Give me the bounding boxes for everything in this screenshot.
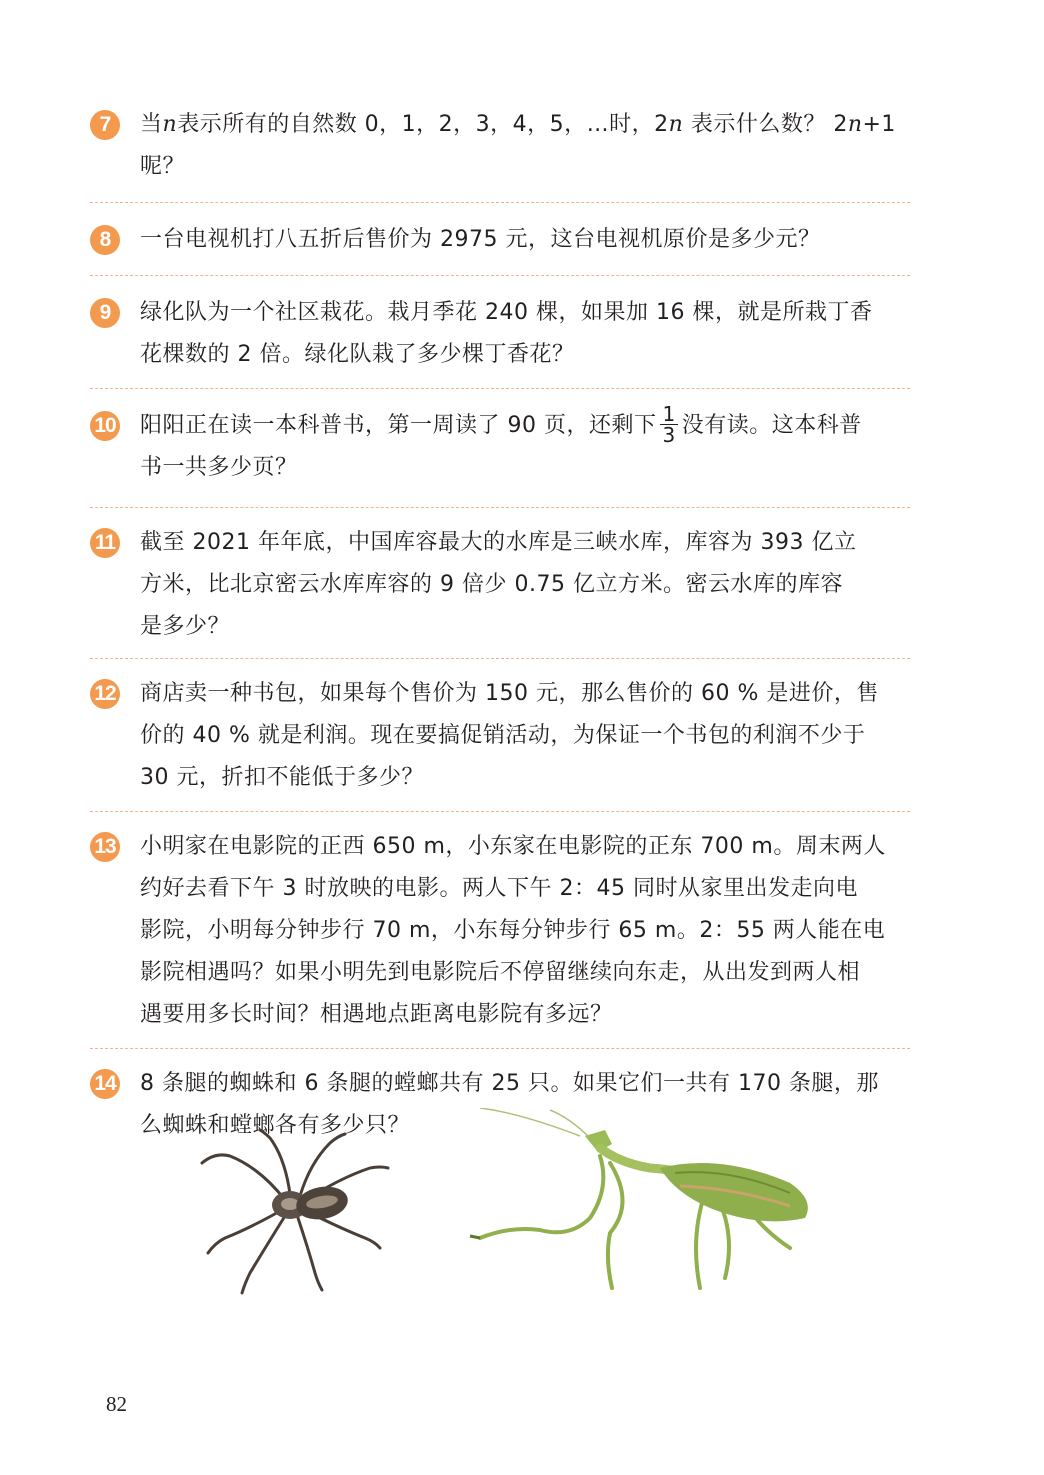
dashed-divider (90, 275, 910, 276)
fraction: $\frac{1}{3}$ (662, 401, 676, 447)
problem-text-line: 影院相遇吗？如果小明先到电影院后不停留继续向东走，从出发到两人相 (140, 960, 861, 985)
dashed-divider (90, 1048, 910, 1049)
problem-number-badge: 8 (90, 225, 120, 255)
problem-text-line: 是多少？ (140, 614, 231, 639)
problem-11 (90, 522, 910, 648)
problem-12 (90, 673, 910, 799)
problem-text-line: 商店卖一种书包，如果每个售价为 150 元，那么售价的 60 % 是进价，售 (140, 681, 879, 706)
problem-7 (90, 104, 910, 188)
spider-icon (202, 1130, 388, 1293)
problem-text-line: 方米，比北京密云水库库容的 9 倍少 0.75 亿立方米。密云水库的库容 (140, 572, 843, 597)
problem-text-line: 小明家在电影院的正西 650 m，小东家在电影院的正东 700 m。周末两人 (140, 834, 886, 859)
problem-8 (90, 219, 910, 261)
insects-illustration (190, 1108, 930, 1308)
problem-9 (90, 292, 910, 376)
problem-text-line: 8 条腿的蜘蛛和 6 条腿的螳螂共有 25 只。如果它们一共有 170 条腿，那 (140, 1071, 879, 1096)
dashed-divider (90, 388, 910, 389)
page-number: 82 (106, 1392, 127, 1416)
problem-text-line: 书一共多少页？ (140, 455, 298, 480)
problem-number-badge: 9 (90, 298, 120, 328)
problem-text: 当n表示所有的自然数 0，1，2，3，4，5，…时，2n 表示什么数？ 2n+1 呢？ (140, 112, 896, 179)
problem-number-badge: 10 (90, 411, 120, 441)
problem-text-line: 绿化队为一个社区栽花。栽月季花 240 棵，如果加 16 棵，就是所栽丁香 (140, 300, 873, 325)
problem-text-line: 影院，小明每分钟步行 70 m，小东每分钟步行 65 m。2：55 两人能在电 (140, 918, 886, 943)
problem-number-badge: 13 (90, 832, 120, 862)
dashed-divider (90, 658, 910, 659)
problem-text-line: 价的 40 % 就是利润。现在要搞促销活动，为保证一个书包的利润不少于 (140, 723, 866, 748)
dashed-divider (90, 811, 910, 812)
problem-list (90, 104, 910, 1147)
dashed-divider (90, 507, 910, 508)
problem-13 (90, 826, 910, 1036)
problem-text-line: 30 元，折扣不能低于多少？ (140, 765, 424, 790)
problem-10 (90, 401, 910, 489)
illustration-area (190, 1108, 930, 1308)
dashed-divider (90, 202, 910, 203)
problem-number-badge: 7 (90, 110, 120, 140)
problem-text-line: 遇要用多长时间？相遇地点距离电影院有多远？ (140, 1002, 613, 1027)
problem-text-line: 截至 2021 年年底，中国库容最大的水库是三峡水库，库容为 393 亿立 (140, 530, 857, 555)
mantis-icon (470, 1108, 808, 1288)
problem-text-line: 花棵数的 2 倍。绿化队栽了多少棵丁香花？ (140, 342, 575, 367)
problem-text-line: 阳阳正在读一本科普书，第一周读了 90 页，还剩下 $\frac{1}{3}$ 没有读。这本科普 (140, 401, 862, 447)
problem-number-badge: 12 (90, 679, 120, 709)
problem-text-line: 约好去看下午 3 时放映的电影。两人下午 2：45 同时从家里出发走向电 (140, 876, 858, 901)
problem-number-badge: 14 (90, 1069, 120, 1099)
problem-text: 一台电视机打八五折后售价为 2975 元，这台电视机原价是多少元？ (140, 227, 821, 252)
problem-text-line: 么蜘蛛和螳螂各有多少只？ (140, 1113, 411, 1138)
problem-number-badge: 11 (90, 528, 120, 558)
